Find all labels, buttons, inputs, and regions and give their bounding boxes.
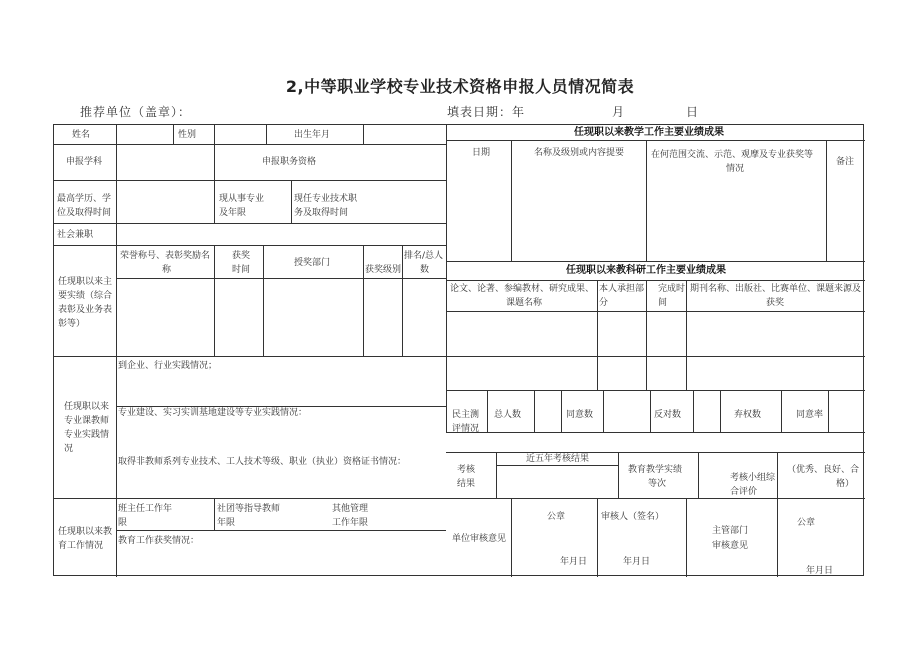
assess-label-2: 结果 — [457, 479, 476, 489]
grid-line — [54, 223, 446, 224]
other-manage-label: 其他管理 — [332, 504, 369, 514]
grid-line — [214, 498, 215, 530]
research-results-header: 任现职以来教科研工作主要业绩成果 — [566, 265, 726, 276]
moral-award-label: 教育工作获奖情况： — [118, 536, 200, 546]
subject-label: 申报学科 — [66, 157, 103, 167]
seal-label: 公章 — [547, 512, 566, 522]
total-label: 总人数 — [494, 410, 522, 420]
grid-line — [173, 125, 174, 144]
date-header: 日期 — [472, 148, 491, 158]
page-title: 2,中等职业学校专业技术资格申报人员情况简表 — [285, 77, 635, 96]
month-label: 月 — [612, 105, 626, 119]
grid-line — [402, 245, 403, 356]
grades-label: （优秀、良好、合 — [787, 465, 860, 475]
five-year-label: 近五年考核结果 — [526, 454, 590, 464]
role-header: 本人承担部 — [599, 284, 645, 294]
base-practice-label: 专业建设、实习实训基地建设等专业实践情况： — [118, 408, 308, 418]
moral-work-label: 任现职以来教 — [58, 527, 113, 537]
education-label: 最高学历、学 — [57, 194, 112, 204]
grid-line — [828, 390, 829, 432]
scope-header: 在何范围交流、示范、观摩及专业获奖等 — [651, 150, 814, 160]
journal-header: 期刊名称、出版社、比赛单位、课题来源及 — [690, 284, 862, 294]
grid-line — [446, 432, 865, 433]
reviewer-date-label: 年月日 — [623, 557, 651, 567]
grid-line — [603, 390, 604, 432]
fill-date-label: 填表日期：年 — [447, 105, 526, 119]
paper-header: 论文、论著、参编教材、研究成果、 — [450, 284, 595, 294]
grid-line — [446, 390, 865, 391]
grid-line — [597, 498, 598, 577]
grid-line — [693, 390, 694, 432]
finish-time-header: 完成时 — [658, 284, 686, 294]
award-level-header: 获奖级别 — [365, 265, 402, 275]
group-eval-label: 考核小组综 — [730, 473, 776, 483]
name-label: 姓名 — [72, 130, 91, 140]
grid-line — [266, 125, 267, 144]
grid-line — [54, 498, 865, 499]
grid-line — [781, 390, 782, 432]
grid-line — [363, 245, 364, 356]
grid-line — [291, 180, 292, 223]
current-title-label: 现任专业技术职 — [294, 194, 358, 204]
grid-line — [777, 498, 778, 577]
practice-label-3: 专业实践情 — [64, 430, 110, 440]
grid-line — [116, 278, 446, 279]
grid-line — [487, 390, 488, 432]
unit-opinion-label: 单位审核意见 — [452, 534, 507, 544]
main-achievement-label: 任现职以来主 — [58, 277, 113, 287]
remark-header: 备注 — [836, 157, 855, 167]
grid-line — [54, 180, 446, 181]
grid-line — [446, 140, 865, 141]
journal-header-2: 获奖 — [766, 298, 785, 308]
vote-label: 民主测 — [452, 410, 480, 420]
grid-line — [496, 465, 618, 466]
content-header: 名称及级别或内容提要 — [534, 148, 625, 158]
grid-line — [646, 280, 647, 390]
abstain-label: 弃权数 — [734, 410, 762, 420]
grid-line — [597, 280, 598, 390]
grid-line — [363, 125, 364, 144]
dept-date-label: 年月日 — [806, 566, 834, 576]
enterprise-practice-label: 到企业、行业实践情况； — [118, 361, 218, 371]
recommend-unit-label: 推荐单位（盖章）： — [80, 105, 192, 119]
education-label-2: 位及取得时间 — [57, 208, 112, 218]
reviewer-label: 审核人（签名） — [601, 512, 665, 522]
teaching-results-header: 任现职以来教学工作主要业绩成果 — [574, 127, 724, 138]
club-teacher-label: 社团等指导教师 — [217, 504, 281, 514]
birth-label: 出生年月 — [294, 130, 331, 140]
grid-line — [263, 245, 264, 356]
assess-label: 考核 — [457, 465, 476, 475]
grid-line — [686, 280, 687, 390]
grid-line — [720, 390, 721, 432]
against-label: 反对数 — [654, 410, 682, 420]
finish-time-header-2: 间 — [658, 298, 668, 308]
grid-line — [54, 144, 446, 145]
gender-label: 性别 — [178, 130, 197, 140]
award-time-header-2: 时间 — [232, 265, 251, 275]
agree-rate-label: 同意率 — [796, 410, 824, 420]
grid-line — [54, 245, 446, 246]
vote-label-2: 评情况 — [452, 424, 480, 434]
rank-header: 排名/总人 — [404, 251, 444, 261]
award-dept-header: 授奖部门 — [294, 258, 331, 268]
teaching-rank-label-2: 等次 — [648, 479, 667, 489]
grid-line — [214, 125, 215, 144]
grid-line — [618, 452, 619, 498]
grid-line — [686, 498, 687, 577]
social-label: 社会兼职 — [57, 230, 94, 240]
grid-line — [116, 125, 117, 577]
grid-line — [511, 140, 512, 261]
grid-line — [446, 125, 447, 432]
practice-label: 任现职以来 — [64, 402, 110, 412]
certificate-label: 取得非教师系列专业技术、工人技术等级、职业（执业）资格证书情况： — [118, 457, 407, 467]
application-form-table — [53, 124, 864, 576]
grid-line — [698, 452, 699, 498]
grid-line — [511, 498, 512, 577]
scope-header-2: 情况 — [726, 164, 745, 174]
club-teacher-label-2: 年限 — [217, 518, 236, 528]
grid-line — [446, 311, 865, 312]
practice-label-4: 况 — [64, 444, 74, 454]
paper-header-2: 课题名称 — [506, 298, 543, 308]
grid-line — [534, 390, 535, 432]
grid-line — [650, 390, 651, 432]
unit-date-label: 年月日 — [560, 557, 588, 567]
teaching-rank-label: 教育教学实绩 — [628, 465, 683, 475]
grid-line — [826, 140, 827, 261]
main-achievement-label-2: 要实绩（综合 — [58, 291, 113, 301]
group-eval-label-2: 合评价 — [730, 487, 758, 497]
current-title-label-2: 务及取得时间 — [294, 208, 349, 218]
role-header-2: 分 — [599, 298, 609, 308]
grid-line — [214, 144, 215, 180]
honor-header: 荣誉称号、表彰奖励名 — [120, 251, 211, 261]
grid-line — [646, 140, 647, 261]
qualification-label: 申报职务资格 — [262, 157, 317, 167]
main-achievement-label-4: 彰等） — [58, 319, 86, 329]
grid-line — [446, 280, 865, 281]
years-label: 现从事专业 — [219, 194, 265, 204]
agree-label: 同意数 — [566, 410, 594, 420]
day-label: 日 — [686, 105, 700, 119]
seal-label-2: 公章 — [797, 518, 816, 528]
grid-line — [214, 180, 215, 223]
grid-line — [446, 452, 865, 453]
rank-header-2: 数 — [420, 265, 430, 275]
grid-line — [561, 390, 562, 432]
grid-line — [214, 245, 215, 356]
moral-work-label-2: 育工作情况 — [58, 541, 104, 551]
practice-label-2: 专业课教师 — [64, 416, 110, 426]
other-manage-label-2: 工作年限 — [332, 518, 369, 528]
grid-line — [54, 356, 865, 357]
dept-opinion-label: 主管部门 — [712, 526, 749, 536]
head-teacher-label: 班主任工作年 — [118, 504, 173, 514]
grid-line — [116, 530, 446, 531]
honor-header-2: 称 — [162, 265, 172, 275]
grid-line — [777, 452, 778, 498]
award-time-header: 获奖 — [232, 251, 251, 261]
dept-opinion-label-2: 审核意见 — [712, 541, 749, 551]
grid-line — [496, 452, 497, 498]
grid-line — [446, 261, 865, 262]
grades-label-2: 格） — [836, 479, 855, 489]
main-achievement-label-3: 表彰及业务表 — [58, 305, 113, 315]
head-teacher-label-2: 限 — [118, 518, 128, 528]
years-label-2: 及年限 — [219, 208, 247, 218]
